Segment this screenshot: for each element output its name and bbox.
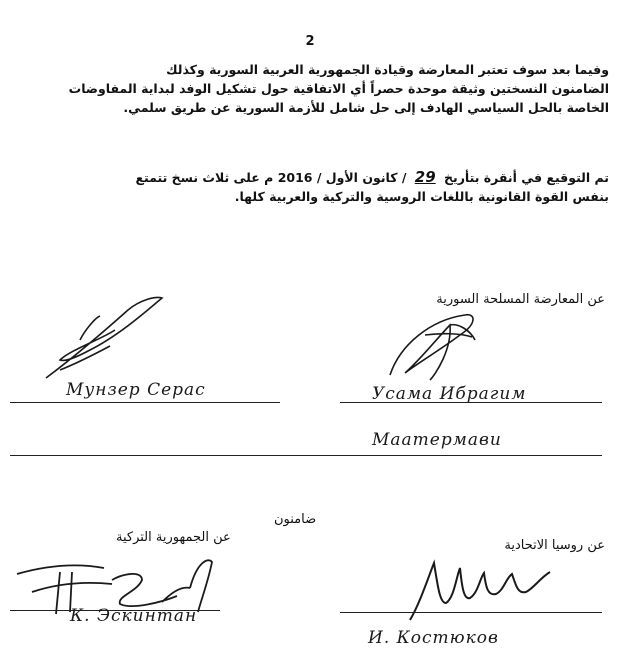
paragraph-line <box>9 168 609 187</box>
turkey-header: عن الجمهورية التركية <box>116 530 231 545</box>
signer-name-third: Маатермави <box>372 430 502 450</box>
opposition-header: عن المعارضة المسلحة السورية <box>436 292 605 307</box>
paragraph-line: وفيما بعد سوف تعتبر المعارضة وقيادة الجمهورية العربية السورية وكذلك <box>166 62 609 77</box>
signer-name-turkey: К. Эскинтан <box>70 606 198 626</box>
signature-right <box>380 305 490 390</box>
signature-line <box>10 455 602 456</box>
signing-day: 29 <box>414 168 436 186</box>
page-number: 2 <box>305 34 315 49</box>
signature-line <box>10 402 280 403</box>
paragraph-line: الخاصة بالحل السياسي الهادف إلى حل شامل للأزمة السورية عن طريق سلمي. <box>123 100 609 115</box>
guarantors-header: ضامنون <box>274 512 317 527</box>
signature-russia <box>400 548 560 628</box>
signature-line <box>340 612 602 613</box>
signer-name-left: Мунзер Серас <box>66 380 206 400</box>
paragraph-line: بنفس القوة القانونية باللغات الروسية والتركية والعربية كلها. <box>234 189 609 204</box>
paragraph-line: الضامنون النسختين وثيقة موحدة حصراً أي الاتفاقية حول تشكيل الوفد لبداية المفاوضات <box>68 81 609 96</box>
paragraph-signing-date <box>9 168 609 206</box>
signature-left <box>40 290 170 385</box>
signing-date-text: / كانون الأول / 2016 م على ثلاث نسخ تتمتع <box>135 170 407 185</box>
russia-header: عن روسيا الاتحادية <box>504 538 605 553</box>
signer-name-russia: И. Костюков <box>368 628 499 648</box>
signer-name-right: Усама Ибрагим <box>372 384 527 404</box>
paragraph-agreement-status <box>9 60 609 117</box>
signing-place-text: تم التوقيع في أنقرة بتأريخ <box>444 170 609 185</box>
